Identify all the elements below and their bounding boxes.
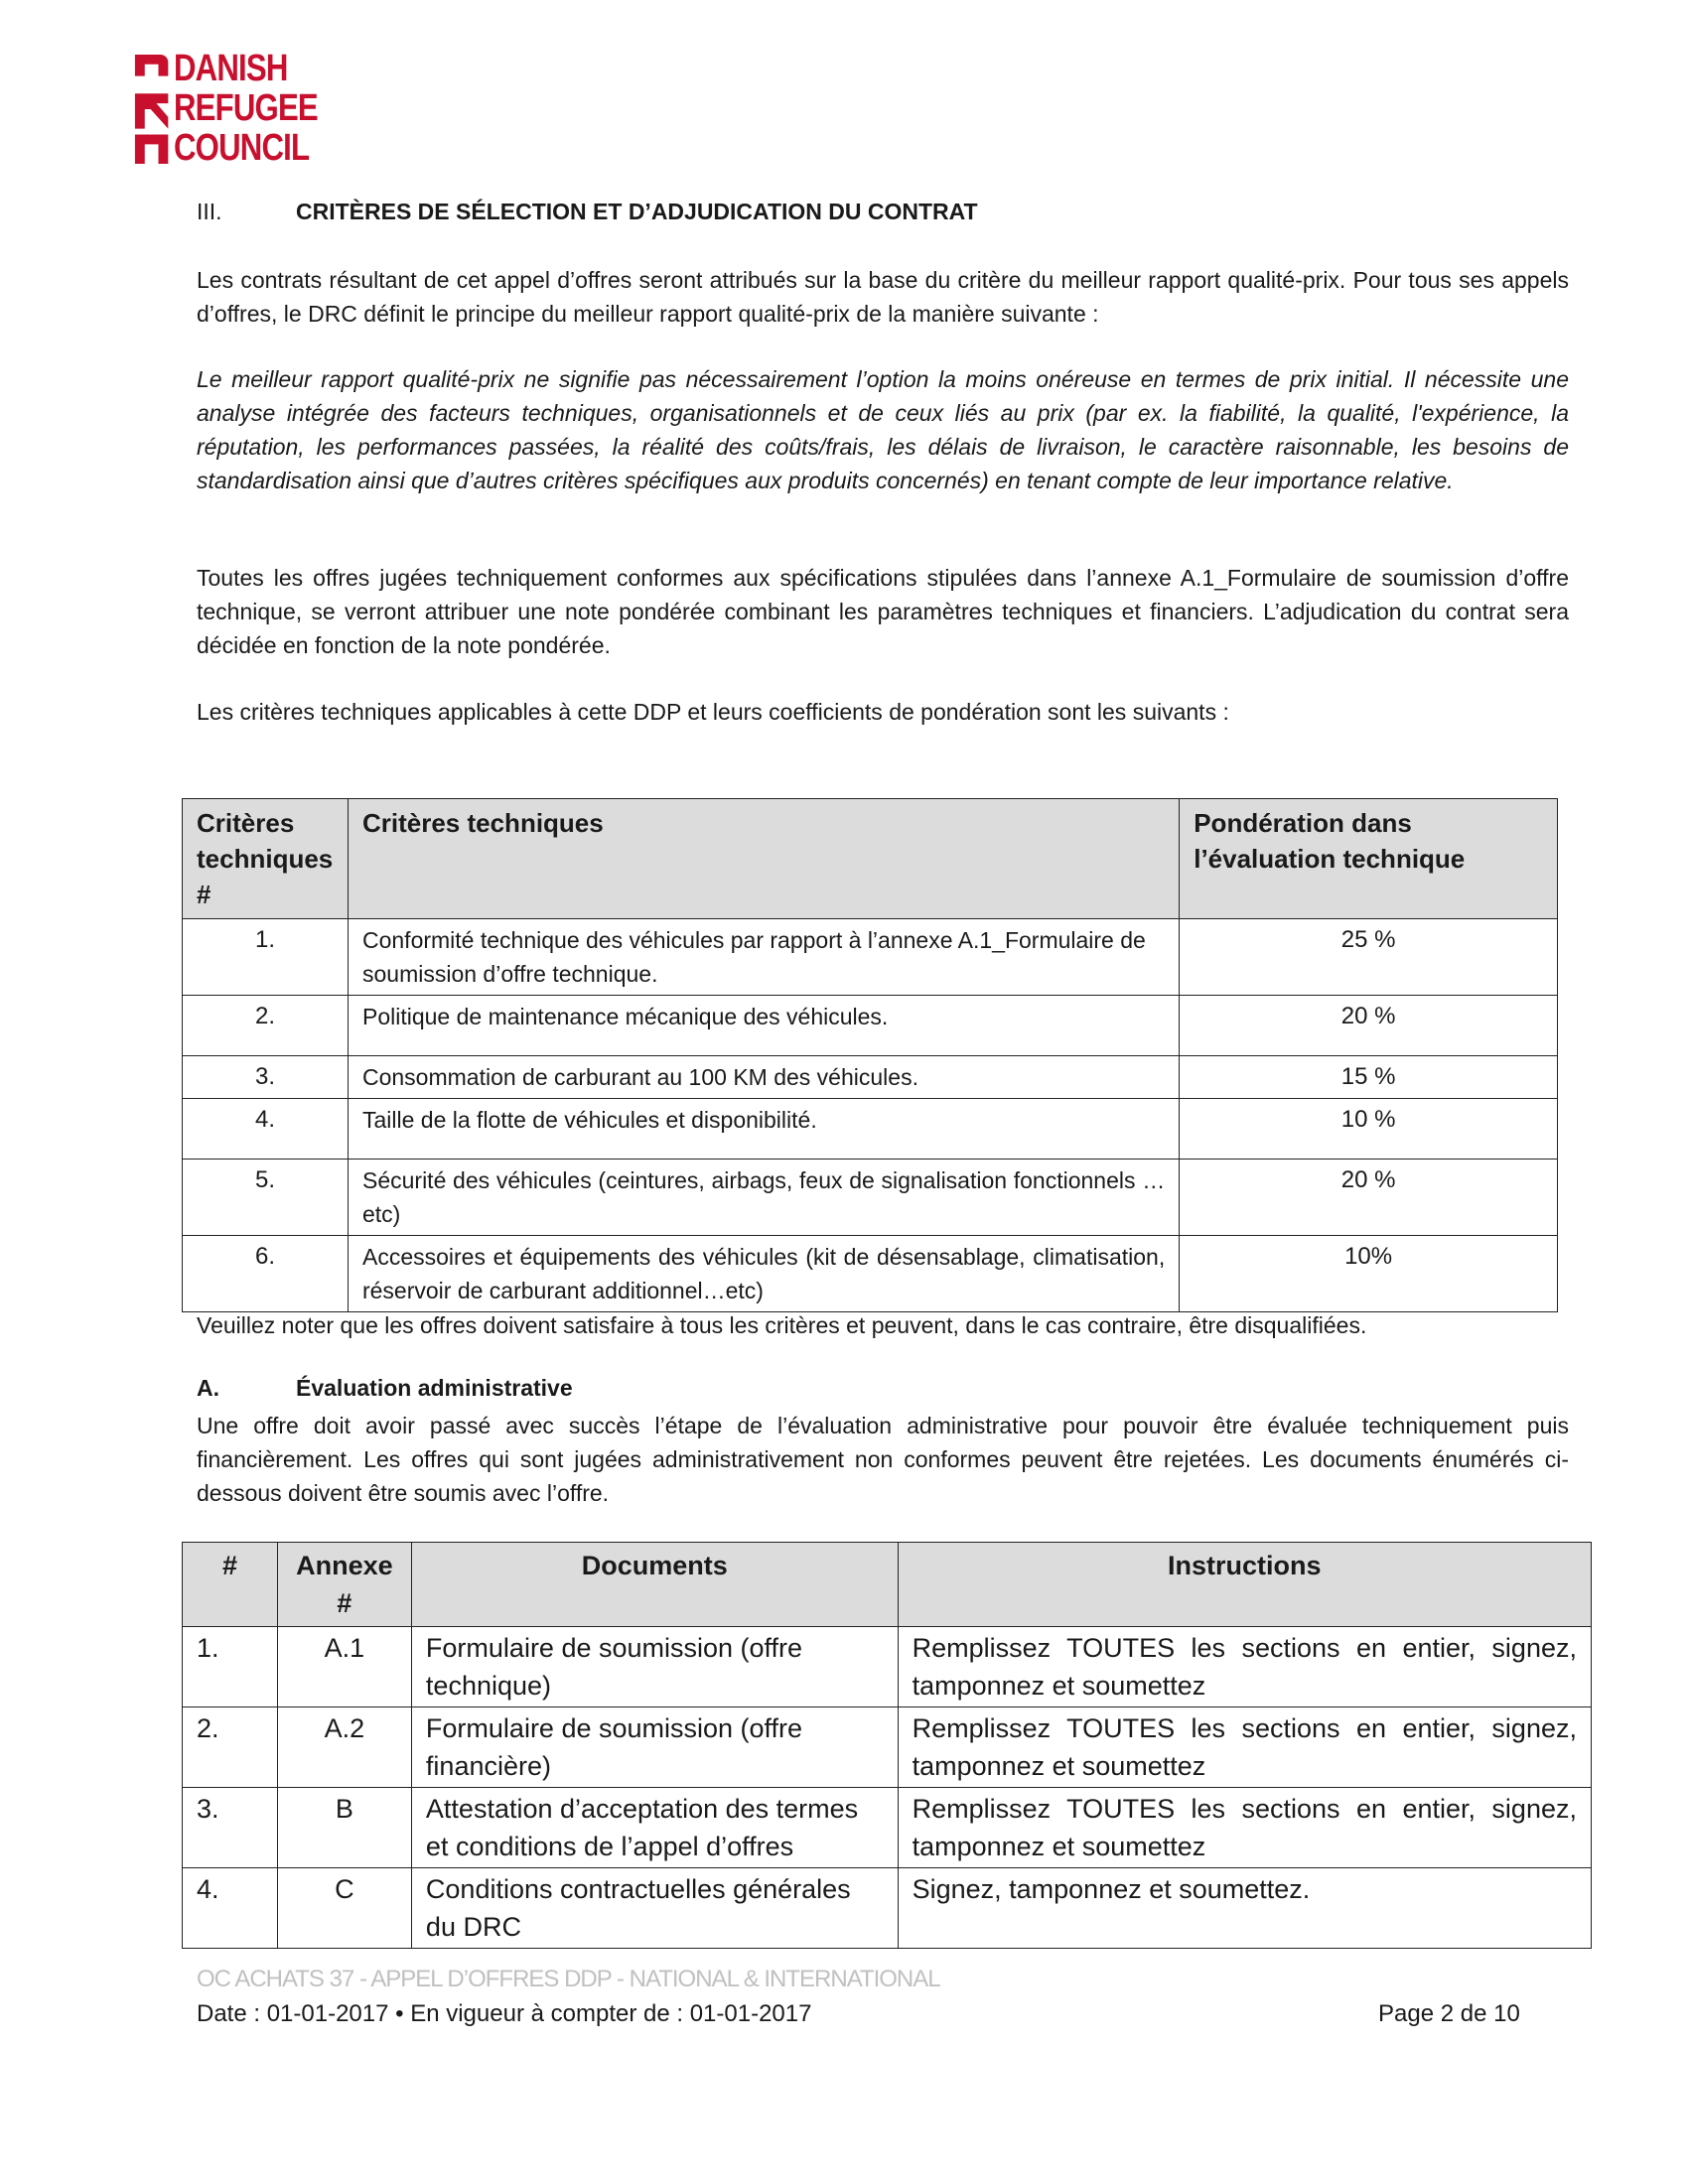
- header-annex: Annexe #: [277, 1543, 411, 1627]
- row-number: 3.: [183, 1056, 349, 1099]
- table-row: [183, 1056, 1558, 1099]
- row-criteria: Taille de la flotte de véhicules et disponibilité.: [348, 1099, 1179, 1160]
- paragraph-3: [197, 561, 1569, 662]
- row-weight: 15 %: [1180, 1056, 1558, 1099]
- subsection-letter: A.: [197, 1375, 219, 1401]
- technical-criteria-table: [182, 798, 1558, 1312]
- table-row: [183, 1236, 1558, 1312]
- header-instructions: Instructions: [898, 1543, 1591, 1627]
- footer-series: OC ACHATS 37 - APPEL D’OFFRES DDP - NATIONAL & INTERNATIONAL: [197, 1966, 940, 1992]
- table-row: [183, 1627, 1592, 1707]
- row-number: 3.: [183, 1788, 278, 1868]
- row-weight: 20 %: [1180, 996, 1558, 1056]
- row-instructions: Remplissez TOUTES les sections en entier, signez, tamponnez et soumettez: [898, 1707, 1591, 1788]
- table-row: [183, 1868, 1592, 1949]
- row-document: Formulaire de soumission (offre technique): [411, 1627, 898, 1707]
- row-weight: 20 %: [1180, 1160, 1558, 1236]
- logo-line-1: DANISH: [174, 48, 288, 89]
- header-criteria-number: Critères techniques #: [183, 799, 349, 919]
- paragraph-4: [197, 695, 1569, 729]
- row-criteria: Consommation de carburant au 100 KM des véhicules.: [348, 1056, 1179, 1099]
- paragraph-4-text: Les critères techniques applicables à cette DDP et leurs coefficients de pondération sont les suivants :: [197, 699, 1229, 725]
- row-weight: 10%: [1180, 1236, 1558, 1312]
- row-document: Conditions contractuelles générales du DRC: [411, 1868, 898, 1949]
- row-criteria: Politique de maintenance mécanique des véhicules.: [348, 996, 1179, 1056]
- paragraph-5: [197, 1308, 1569, 1342]
- logo-line-3: COUNCIL: [174, 127, 310, 169]
- drc-logo: [131, 50, 350, 169]
- row-weight: 10 %: [1180, 1099, 1558, 1160]
- logo-line-2: REFUGEE: [174, 87, 319, 129]
- table-row: [183, 1160, 1558, 1236]
- row-criteria: Conformité technique des véhicules par rapport à l’annexe A.1_Formulaire de soumission d’offre technique.: [348, 919, 1179, 996]
- row-annex: A.1: [277, 1627, 411, 1707]
- paragraph-5-text: Veuillez noter que les offres doivent satisfaire à tous les critères et peuvent, dans le cas contraire, être disqualifiées.: [197, 1312, 1367, 1338]
- header-criteria: Critères techniques: [348, 799, 1179, 919]
- row-number: 4.: [183, 1868, 278, 1949]
- row-document: Attestation d’acceptation des termes et conditions de l’appel d’offres: [411, 1788, 898, 1868]
- paragraph-1: [197, 263, 1569, 331]
- row-annex: B: [277, 1788, 411, 1868]
- section-title: CRITÈRES DE SÉLECTION ET D’ADJUDICATION DU CONTRAT: [296, 199, 978, 224]
- row-number: 5.: [183, 1160, 349, 1236]
- row-number: 6.: [183, 1236, 349, 1312]
- row-criteria: Sécurité des véhicules (ceintures, airbags, feux de signalisation fonctionnels …etc): [348, 1160, 1179, 1236]
- row-criteria: Accessoires et équipements des véhicules (kit de désensablage, climatisation, réservoir de carburant additionnel…etc): [348, 1236, 1179, 1312]
- table-row: [183, 1707, 1592, 1788]
- row-number: 1.: [183, 919, 349, 996]
- section-heading: [197, 199, 978, 225]
- table-header-row: [183, 1543, 1592, 1627]
- table-row: [183, 1099, 1558, 1160]
- header-documents: Documents: [411, 1543, 898, 1627]
- paragraph-6: [197, 1409, 1569, 1510]
- drc-logo-mark: [131, 50, 170, 169]
- row-annex: A.2: [277, 1707, 411, 1788]
- header-number: #: [183, 1543, 278, 1627]
- row-instructions: Remplissez TOUTES les sections en entier, signez, tamponnez et soumettez: [898, 1788, 1591, 1868]
- paragraph-2-text: Le meilleur rapport qualité-prix ne signifie pas nécessairement l’option la moins onéreuse en termes de prix initial. Il nécessite une analyse intégrée des facteurs techniques, organisationnels et de ceux liés au prix (par ex. la fiabilité, la qualité, l'expérience, la réputation, les performances passées, la réalité des coûts/frais, les délais de livraison, le caractère raisonnable, les besoins de standardisation ainsi que d’autres critères spécifiques aux produits concernés) en tenant compte de leur importance relative.: [197, 366, 1569, 493]
- table-row: [183, 1788, 1592, 1868]
- table-header-row: [183, 799, 1558, 919]
- paragraph-3-text: Toutes les offres jugées techniquement conformes aux spécifications stipulées dans l’annexe A.1_Formulaire de soumission d’offre technique, se verront attribuer une note pondérée combinant les paramètres techniques et financiers. L’adjudication du contrat sera décidée en fonction de la note pondérée.: [197, 565, 1569, 658]
- table-row: [183, 919, 1558, 996]
- row-number: 4.: [183, 1099, 349, 1160]
- paragraph-1-text: Les contrats résultant de cet appel d’offres seront attribués sur la base du critère du meilleur rapport qualité-prix. Pour tous ses appels d’offres, le DRC définit le principe du meilleur rapport qualité-prix de la manière suivante :: [197, 267, 1569, 327]
- row-document: Formulaire de soumission (offre financière): [411, 1707, 898, 1788]
- row-annex: C: [277, 1868, 411, 1949]
- paragraph-6-text: Une offre doit avoir passé avec succès l’étape de l’évaluation administrative pour pouvoir être évaluée techniquement puis financièrement. Les offres qui sont jugées administrativement non conformes peuvent être rejetées. Les documents énumérés ci-dessous doivent être soumis avec l’offre.: [197, 1413, 1569, 1506]
- section-number: III.: [197, 199, 222, 224]
- table-row: [183, 996, 1558, 1056]
- row-weight: 25 %: [1180, 919, 1558, 996]
- row-number: 2.: [183, 1707, 278, 1788]
- row-number: 2.: [183, 996, 349, 1056]
- row-instructions: Signez, tamponnez et soumettez.: [898, 1868, 1591, 1949]
- header-weight: Pondération dans l’évaluation technique: [1180, 799, 1558, 919]
- footer-page-number: Page 2 de 10: [1378, 2000, 1520, 2027]
- administrative-documents-table: [182, 1542, 1592, 1949]
- row-instructions: Remplissez TOUTES les sections en entier, signez, tamponnez et soumettez: [898, 1627, 1591, 1707]
- paragraph-2: [197, 362, 1569, 497]
- footer-date: Date : 01-01-2017 • En vigueur à compter de : 01-01-2017: [197, 2000, 812, 2027]
- row-number: 1.: [183, 1627, 278, 1707]
- subsection-heading: [197, 1375, 573, 1402]
- subsection-title: Évaluation administrative: [296, 1375, 573, 1401]
